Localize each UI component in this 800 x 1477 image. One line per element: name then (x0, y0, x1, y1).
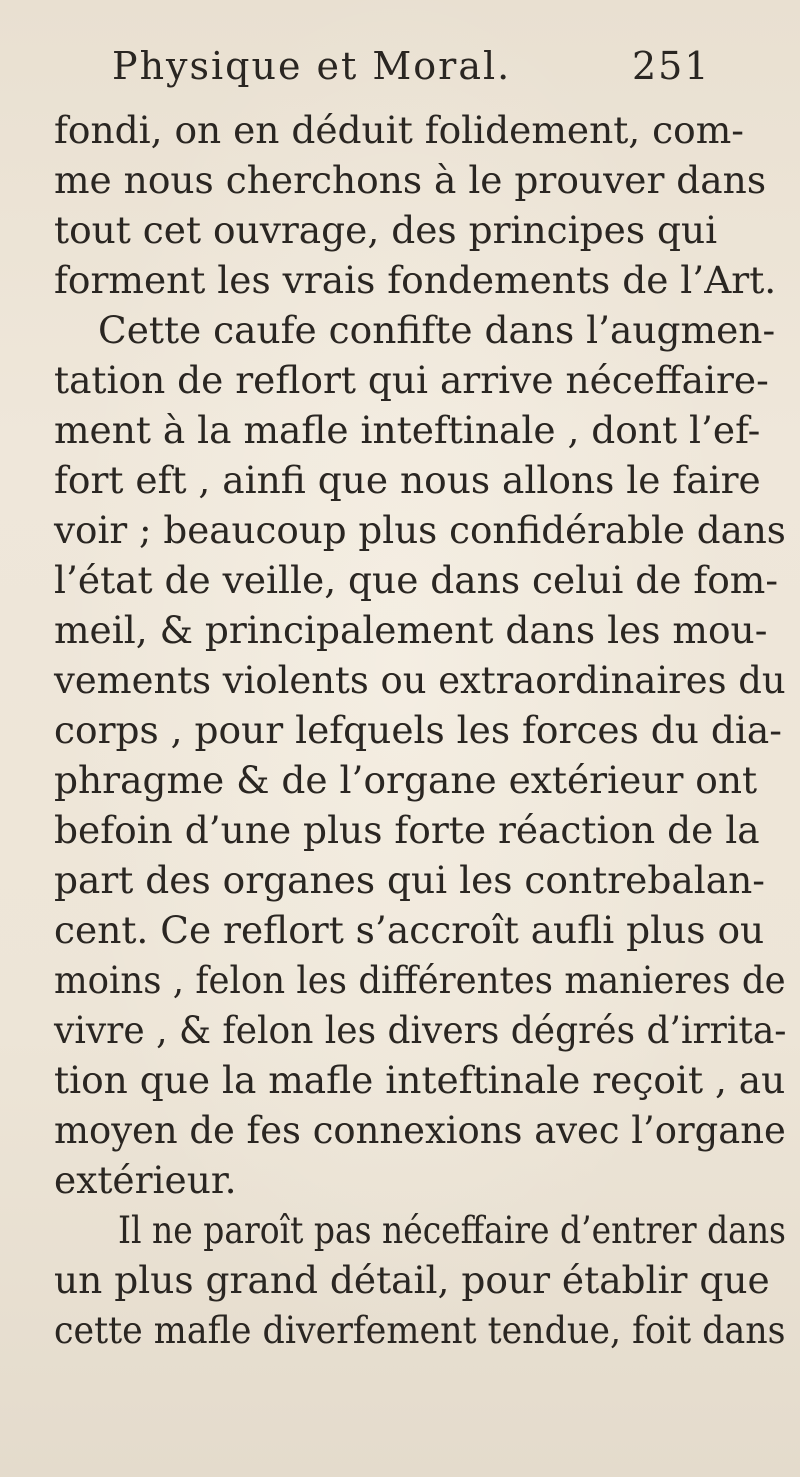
text-line: befoin d’une plus forte réaction de la (54, 808, 760, 852)
text-line: cent. Ce reflort s’accroît aufli plus ou (54, 908, 765, 952)
text-line: fort eft , ainfi que nous allons le faire (54, 458, 761, 502)
text-line: vivre , & felon les divers dégrés d’irrita- (54, 1008, 787, 1052)
running-header (112, 44, 712, 104)
text-line: tation de reflort qui arrive néceffaire- (54, 358, 769, 402)
text-line: l’état de veille, que dans celui de fom- (54, 558, 779, 602)
text-line: moyen de fes connexions avec l’organe (54, 1108, 786, 1152)
page-number: 251 (632, 44, 711, 88)
text-line: cette mafle diverfement tendue, foit dans (54, 1308, 786, 1352)
running-title: Physique et Moral. (112, 44, 512, 88)
text-line: extérieur. (54, 1158, 237, 1202)
text-line: moins , felon les différentes manieres de (54, 958, 786, 1002)
text-line: ment à la mafle inteftinale , dont l’ef- (54, 408, 761, 452)
text-line: phragme & de l’organe extérieur ont (54, 758, 758, 802)
paragraph-start-line: Il ne paroît pas néceffaire d’entrer dans (118, 1208, 786, 1252)
text-line: tout cet ouvrage, des principes qui (54, 208, 718, 252)
text-line: tion que la mafle inteftinale reçoit , au (54, 1058, 786, 1102)
text-line: part des organes qui les contrebalan- (54, 858, 765, 902)
text-line: me nous cherchons à le prouver dans (54, 158, 767, 202)
text-line: fondi, on en déduit folidement, com- (54, 108, 744, 152)
text-line: vements violents ou extraordinaires du (54, 658, 786, 702)
text-line: corps , pour lefquels les forces du dia- (54, 708, 782, 752)
paragraph-start-line: Cette caufe confifte dans l’augmen- (98, 308, 776, 352)
text-line: voir ; beaucoup plus confidérable dans (54, 508, 786, 552)
text-line: un plus grand détail, pour établir que (54, 1258, 770, 1302)
text-line: forment les vrais fondements de l’Art. (54, 258, 777, 302)
text-line: meil, & principalement dans les mou- (54, 608, 768, 652)
